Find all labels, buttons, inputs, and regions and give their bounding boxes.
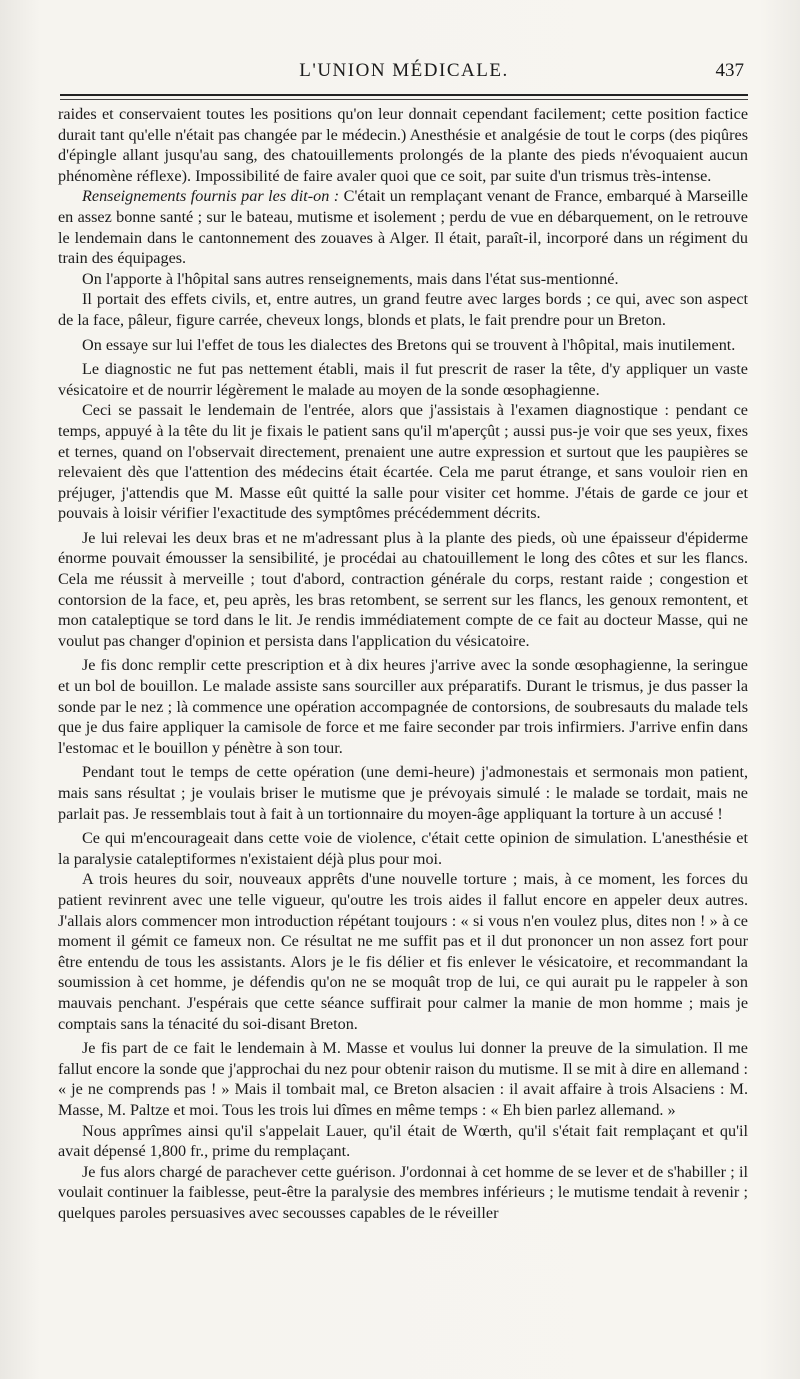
header-rule-thin — [60, 99, 748, 100]
page-number: 437 — [715, 60, 744, 81]
paragraph: On essaye sur lui l'effet de tous les dialectes des Bretons qui se trouvent à l'hôpital, mais inutilement. — [82, 335, 736, 354]
paragraph: Le diagnostic ne fut pas nettement établi, mais il fut prescrit de raser la tête, d'y appliquer un vaste vésicatoire et de nourrir légèrement le malade au moyen de la sonde œsophagienne. — [58, 360, 748, 399]
paragraph-lead: Renseignements fournis par les dit-on : — [82, 187, 340, 206]
paragraph: Ce qui m'encourageait dans cette voie de violence, c'était cette opinion de simulation. L'anesthésie et la paralysie cataleptiformes n'existaient déjà plus pour moi. — [58, 829, 748, 868]
paragraph: Je fis donc remplir cette prescription et à dix heures j'arrive avec la sonde œsophagienne, la seringue et un bol de bouillon. Le malade assiste sans sourciller aux préparatifs. Durant le trismus, je dus passer la sonde par le nez ; là commence une opération accompagnée de contorsions, de soubresauts du malade tels que je dus faire appliquer la camisole de force et me faire seconder par trois infirmiers. J'arrive enfin dans l'estomac et le bouillon y pénètre à son tour. — [58, 656, 748, 757]
paragraph: A trois heures du soir, nouveaux apprêts d'une nouvelle torture ; mais, à ce moment, les forces du patient revinrent avec une telle vigueur, qu'outre les trois aides il fallut encore en appeler deux autres. J'allais alors commencer mon introduction répétant toujours : « si vous n'en voulez plus, dites non ! » à ce moment il gémit ce fameux non. Ce résultat ne me suffit pas et il dut prononcer un non assez fort pour être entendu de tous les assistants. Alors je le fis délier et fis enlever le vésicatoire, et recommandant la soumission à cet homme, je défendis qu'on ne se moquât trop de lui, ce qui aurait pu le rappeler à son mauvais penchant. J'espérais que cette séance suffirait pour calmer la manie de mon homme ; mais je comptais sans la ténacité du soi-disant Breton. — [58, 870, 748, 1033]
paragraph: Il portait des effets civils, et, entre autres, un grand feutre avec larges bords ; ce qui, avec son aspect de la face, pâleur, figure carrée, cheveux longs, blonds et plats, le fait prendre pour un Breton. — [58, 290, 748, 329]
paragraph: Ceci se passait le lendemain de l'entrée, alors que j'assistais à l'examen diagnostique : pendant ce temps, appuyé à la tête du lit je fixais le patient sans qu'il m'aperçût ; aussi pus-je voir que ses yeux, fixes et ternes, quand on l'observait directement, prenaient une autre expression et surtout que les paupières se relevaient dès que l'attention des médecins était écartée. Cela me parut étrange, et sans vouloir rien en préjuger, j'attendis que M. Masse eût quitté la salle pour visiter cet homme. J'étais de garde ce jour et pouvais à loisir vérifier l'exactitude des symptômes précédemment décrits. — [58, 401, 748, 523]
paragraph: On l'apporte à l'hôpital sans autres renseignements, mais dans l'état sus-mentionné. — [82, 269, 619, 288]
header-rule — [60, 94, 748, 96]
running-title: L'UNION MÉDICALE. — [299, 60, 509, 81]
paragraph — [58, 186, 748, 268]
paragraph: raides et conservaient toutes les positions qu'on leur donnait cependant facilement; cette position factice durait tant qu'elle n'était pas changée par le médecin.) Anesthésie et analgésie de tout le corps (des piqûres d'épingle allant jusqu'au sang, des chatouillements prolongés de la plante des pieds n'évoquaient aucun phénomène réflexe). Impossibilité de faire avaler quoi que ce soit, par suite d'un trismus très-intense. — [58, 105, 748, 185]
paragraph: Je lui relevai les deux bras et ne m'adressant plus à la plante des pieds, où une épaisseur d'épiderme énorme pouvait émousser la sensibilité, je procédai au chatouillement le long des côtes et sur les flancs. Cela me réussit à merveille ; tout d'abord, contraction générale du corps, restant raide ; congestion et contorsion de la face, et, peu après, les bras retombent, se serrent sur les flancs, les genoux remontent, et mon cataleptique se tord dans le lit. Je rendis immédiatement compte de ce fait au docteur Masse, qui ne voulut pas changer d'opinion et persista dans l'application du vésicatoire. — [58, 528, 748, 650]
article-body — [58, 104, 748, 1223]
paragraph: Je fis part de ce fait le lendemain à M. Masse et voulus lui donner la preuve de la simulation. Il me fallut encore la sonde que j'approchai du nez pour obtenir raison du mutisme. Il se mit à dire en allemand : « je ne comprends pas ! » Mais il tombait mal, ce Breton alsacien : il avait affaire à trois Alsaciens : M. Masse, M. Paltze et moi. Tous les trois lui dîmes en même temps : « Eh bien parlez allemand. » — [58, 1039, 748, 1119]
paragraph-text: C'était un remplaçant venant de France, embarqué à Marseille en assez bonne santé ; sur le bateau, mutisme et isolement ; perdu de vue en débarquement, on le retrouve le lendemain dans le cantonnement des zouaves à Alger. Il était, paraît-il, incorporé dans un régiment du train des équipages. — [58, 187, 748, 268]
paragraph: Je fus alors chargé de parachever cette guérison. J'ordonnai à cet homme de se lever et de s'habiller ; il voulait continuer la faiblesse, peut-être la paralysie des membres inférieurs ; le mutisme tendait à revenir ; quelques paroles persuasives avec secousses capables de le réveiller — [58, 1162, 748, 1222]
page-header — [58, 56, 750, 86]
paragraph: Nous apprîmes ainsi qu'il s'appelait Lauer, qu'il était de Wœrth, qu'il s'était fait remplaçant et qu'il avait dépensé 1,800 fr., prime du remplaçant. — [58, 1121, 748, 1161]
paragraph: Pendant tout le temps de cette opération (une demi-heure) j'admonestais et sermonais mon patient, mais sans résultat ; je voulais briser le mutisme que je prévoyais simulé : le malade se tordait, mais ne parlait pas. Je ressemblais tout à fait à un tortionnaire du moyen-âge appliquant la torture à un accusé ! — [58, 763, 748, 823]
